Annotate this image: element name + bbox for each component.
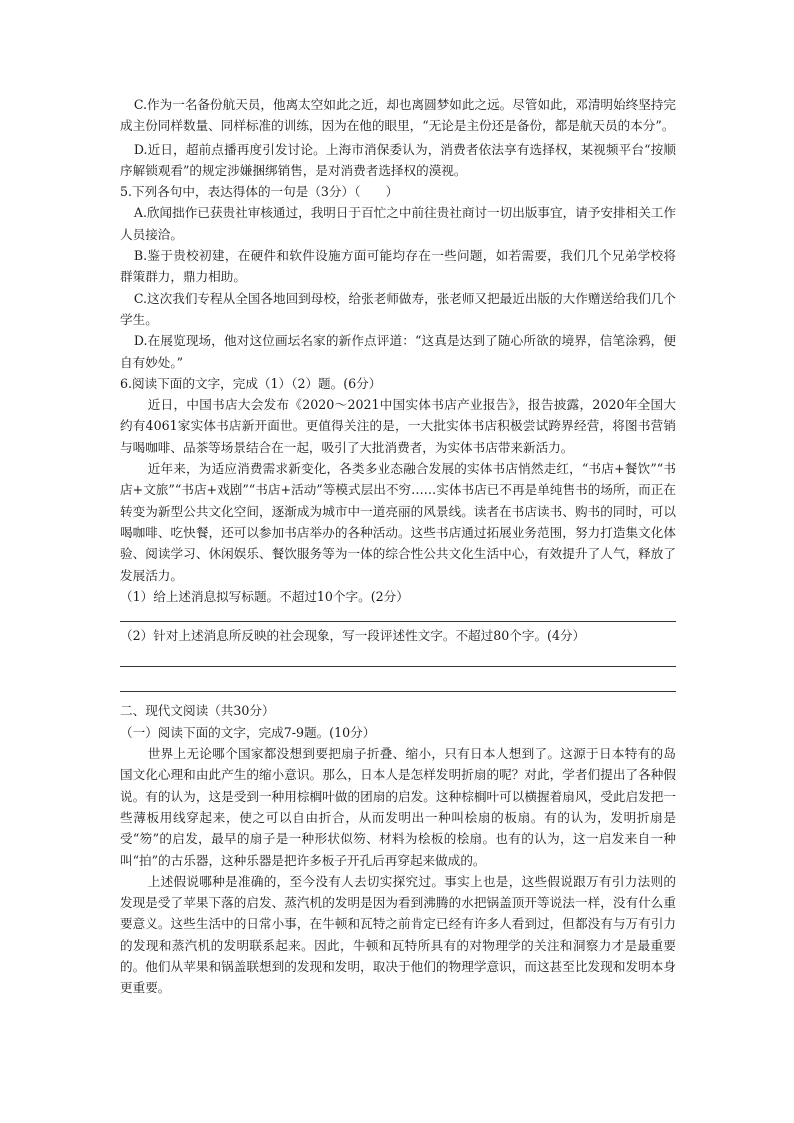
answer-line-1: [120, 621, 676, 622]
q5-option-d: D.在展览现场，他对这位画坛名家的新作点评道：“这真是达到了随心所欲的境界，信笔涂鸦，便自有妙处。”: [120, 333, 676, 370]
q6-sub-question-2: （2）针对上述消息所反映的社会现象，写一段评述性文字。不超过80个字。(4分）: [120, 628, 586, 644]
exam-page: [120, 94, 676, 999]
section-2-subtitle: （一）阅读下面的文字，完成7-9题。(10分）: [120, 724, 376, 740]
q6-sub-question-1: （1）给上述消息拟写标题。不超过10个字。(2分）: [120, 588, 409, 604]
q5-option-c: C.这次我们专程从全国各地回到母校，给张老师做寿，张老师又把最近出版的大作赠送给我们几个学生。: [120, 290, 676, 327]
q5-option-a: A.欣闻拙作已获贵社审核通过，我明日于百忙之中前往贵社商讨一切出版事宜，请予安排相关工作人员接洽。: [120, 205, 676, 242]
q6-stem: 6.阅读下面的文字，完成（1）（2）题。(6分）: [120, 375, 382, 391]
q4-option-c: C.作为一名备份航天员，他离太空如此之近，却也离圆梦如此之远。尽管如此，邓清明始终坚持完成主份同样数量、同样标准的训练，因为在他的眼里，“无论是主份还是备份，都是航天员的本分”。: [120, 97, 676, 134]
section-2-paragraph-2: 上述假说哪种是准确的，至今没有人去切实探究过。事实上也是，这些假说跟万有引力法则的发现是受了苹果下落的启发、蒸汽机的发明是因为看到沸腾的水把锅盖顶开等说法一样，没有什么重要意义。这些生活中的日常小事，在牛顿和瓦特之前肯定已经有许多人看到过，但都没有与万有引力的发现和蒸汽机的发明联系起来。因此，牛顿和瓦特所具有的对物理学的关注和洞察力才是最重要的。他们从苹果和锅盖联想到的发现和发明，取决于他们的物理学意识，而这甚至比发现和发明本身更重要。: [120, 873, 676, 996]
section-2-paragraph-1: 世界上无论哪个国家都没想到要把扇子折叠、缩小，只有日本人想到了。这源于日本特有的岛国文化心理和由此产生的缩小意识。那么，日本人是怎样发明折扇的呢？对此，学者们提出了各种假说。有的认为，这是受到一种用棕榈叶做的团扇的启发。这种棕榈叶可以横握着扇风，受此启发把一些薄板用线穿起来，使之可以自由折合，从而发明出一种叫桧扇的板扇。有的认为，发明折扇是受“笏”的启发，最早的扇子是一种形状似笏、材料为桧板的桧扇。也有的认为，这一启发来自一种叫“拍”的古乐器，这种乐器是把许多板子开孔后再穿起来做成的。: [120, 746, 676, 868]
answer-line-2: [120, 666, 676, 667]
q4-option-d: D.近日，超前点播再度引发讨论。上海市消保委认为，消费者依法享有选择权，某视频平台“按顺序解锁观看”的规定涉嫌捆绑销售，是对消费者选择权的漠视。: [120, 141, 676, 178]
q6-paragraph-2: 近年来，为适应消费需求新变化，各类多业态融合发展的实体书店悄然走红，“书店+餐饮”“书店+文旅”“书店+戏剧”“书店+活动”等模式层出不穷……实体书店已不再是单纯售书的场所，而正在转变为新型公共文化空间，逐渐成为城市中一道亮丽的风景线。读者在书店读书、购书的同时，可以喝咖啡、吃快餐，还可以参加书店举办的各种活动。这些书店通过拓展业务范围，努力打造集文化体验、阅读学习、休闲娱乐、餐饮服务等为一体的综合性公共文化生活中心，有效提升了人气，释放了发展活力。: [120, 461, 676, 583]
answer-line-3: [120, 691, 676, 692]
section-2-title: 二、现代文阅读（共30分）: [120, 703, 275, 719]
q5-option-b: B.鉴于贵校初建，在硬件和软件设施方面可能均存在一些问题，如若需要，我们几个兄弟学校将群策群力，鼎力相助。: [120, 248, 676, 285]
q5-stem: 5.下列各句中，表达得体的一句是（3分）（ ）: [120, 184, 399, 200]
q6-paragraph-1: 近日，中国书店大会发布《2020～2021中国实体书店产业报告》，报告披露，2020年全国大约有4061家实体书店新开面世。更值得关注的是，一大批实体书店积极尝试跨界经营，将图书营销与喝咖啡、品茶等场景结合在一起，吸引了大批消费者，为实体书店带来新活力。: [120, 397, 676, 455]
